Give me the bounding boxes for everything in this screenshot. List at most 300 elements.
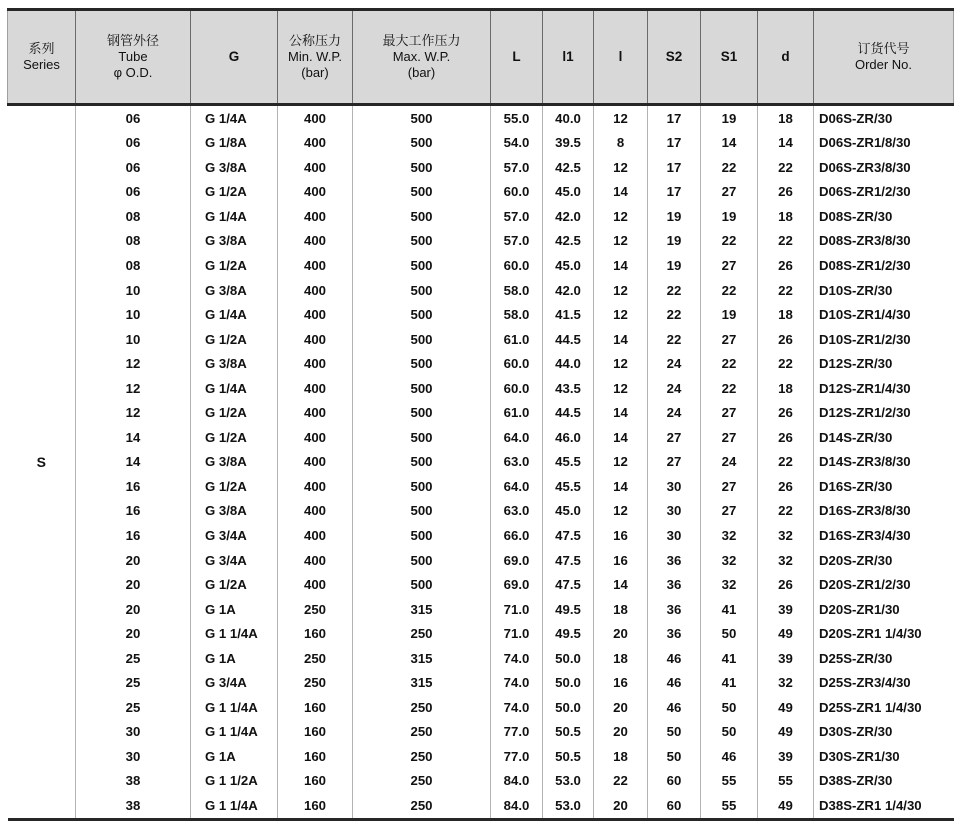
cell-dim-L: 77.0 bbox=[491, 720, 543, 745]
cell-dim-l: 16 bbox=[594, 523, 648, 548]
cell-dim-S2: 19 bbox=[648, 229, 701, 254]
table-header bbox=[8, 10, 954, 105]
cell-dim-d: 49 bbox=[758, 621, 814, 646]
cell-order-no: D38S-ZR1 1/4/30 bbox=[814, 793, 954, 819]
cell-max-wp: 500 bbox=[353, 376, 491, 401]
cell-g-thread: G 1/4A bbox=[191, 376, 278, 401]
cell-max-wp: 500 bbox=[353, 180, 491, 205]
cell-dim-S2: 22 bbox=[648, 327, 701, 352]
cell-g-thread: G 3/8A bbox=[191, 499, 278, 524]
cell-dim-S1: 46 bbox=[701, 744, 758, 769]
cell-dim-S1: 27 bbox=[701, 401, 758, 426]
cell-dim-d: 18 bbox=[758, 204, 814, 229]
cell-tube-od: 16 bbox=[76, 523, 191, 548]
cell-max-wp: 500 bbox=[353, 572, 491, 597]
cell-max-wp: 250 bbox=[353, 769, 491, 794]
cell-dim-l: 16 bbox=[594, 548, 648, 573]
cell-g-thread: G 3/4A bbox=[191, 548, 278, 573]
cell-dim-L: 69.0 bbox=[491, 572, 543, 597]
cell-dim-d: 22 bbox=[758, 229, 814, 254]
cell-dim-d: 22 bbox=[758, 450, 814, 475]
header-row bbox=[8, 10, 954, 105]
cell-max-wp: 500 bbox=[353, 401, 491, 426]
cell-dim-l1: 47.5 bbox=[543, 523, 594, 548]
cell-dim-S1: 27 bbox=[701, 327, 758, 352]
cell-dim-S1: 27 bbox=[701, 180, 758, 205]
cell-dim-S2: 30 bbox=[648, 474, 701, 499]
cell-tube-od: 14 bbox=[76, 425, 191, 450]
table-row bbox=[8, 474, 954, 499]
cell-dim-L: 58.0 bbox=[491, 278, 543, 303]
cell-g-thread: G 1 1/2A bbox=[191, 769, 278, 794]
cell-order-no: D08S-ZR/30 bbox=[814, 204, 954, 229]
cell-dim-d: 26 bbox=[758, 425, 814, 450]
cell-max-wp: 500 bbox=[353, 302, 491, 327]
cell-order-no: D20S-ZR1/30 bbox=[814, 597, 954, 622]
table-row bbox=[8, 302, 954, 327]
cell-dim-d: 49 bbox=[758, 793, 814, 819]
cell-dim-L: 69.0 bbox=[491, 548, 543, 573]
cell-dim-l1: 50.0 bbox=[543, 671, 594, 696]
cell-min-wp: 400 bbox=[278, 450, 353, 475]
cell-max-wp: 500 bbox=[353, 523, 491, 548]
cell-order-no: D06S-ZR1/2/30 bbox=[814, 180, 954, 205]
cell-min-wp: 250 bbox=[278, 646, 353, 671]
cell-dim-S2: 24 bbox=[648, 401, 701, 426]
cell-dim-l1: 42.5 bbox=[543, 155, 594, 180]
table-row bbox=[8, 351, 954, 376]
cell-order-no: D12S-ZR1/4/30 bbox=[814, 376, 954, 401]
cell-dim-S2: 36 bbox=[648, 572, 701, 597]
spec-table bbox=[7, 8, 954, 821]
cell-g-thread: G 1/2A bbox=[191, 253, 278, 278]
cell-dim-L: 60.0 bbox=[491, 376, 543, 401]
cell-dim-l1: 47.5 bbox=[543, 548, 594, 573]
col-header-min-wp: 公称压力 Min. W.P. (bar) bbox=[278, 10, 353, 105]
cell-dim-d: 26 bbox=[758, 474, 814, 499]
cell-tube-od: 10 bbox=[76, 278, 191, 303]
cell-min-wp: 400 bbox=[278, 351, 353, 376]
cell-order-no: D06S-ZR1/8/30 bbox=[814, 131, 954, 156]
col-header-g-thread: G bbox=[191, 10, 278, 105]
cell-dim-l: 22 bbox=[594, 769, 648, 794]
cell-dim-l1: 40.0 bbox=[543, 105, 594, 131]
cell-tube-od: 38 bbox=[76, 793, 191, 819]
table-row bbox=[8, 621, 954, 646]
cell-min-wp: 400 bbox=[278, 499, 353, 524]
cell-dim-L: 84.0 bbox=[491, 793, 543, 819]
cell-dim-l: 14 bbox=[594, 180, 648, 205]
cell-max-wp: 500 bbox=[353, 253, 491, 278]
cell-dim-L: 84.0 bbox=[491, 769, 543, 794]
cell-dim-S2: 36 bbox=[648, 621, 701, 646]
cell-order-no: D38S-ZR/30 bbox=[814, 769, 954, 794]
cell-order-no: D20S-ZR1 1/4/30 bbox=[814, 621, 954, 646]
cell-dim-l: 12 bbox=[594, 351, 648, 376]
cell-max-wp: 500 bbox=[353, 474, 491, 499]
cell-min-wp: 400 bbox=[278, 180, 353, 205]
col-header-dim-l1: l1 bbox=[543, 10, 594, 105]
cell-dim-l1: 45.0 bbox=[543, 253, 594, 278]
cell-tube-od: 14 bbox=[76, 450, 191, 475]
cell-dim-l1: 50.5 bbox=[543, 744, 594, 769]
cell-dim-L: 64.0 bbox=[491, 425, 543, 450]
cell-dim-S1: 55 bbox=[701, 793, 758, 819]
col-header-series: 系列 Series bbox=[8, 10, 76, 105]
cell-min-wp: 250 bbox=[278, 597, 353, 622]
cell-max-wp: 500 bbox=[353, 278, 491, 303]
table-row bbox=[8, 499, 954, 524]
table-row bbox=[8, 572, 954, 597]
table-body bbox=[8, 105, 954, 820]
cell-dim-d: 26 bbox=[758, 572, 814, 597]
cell-dim-S2: 60 bbox=[648, 769, 701, 794]
cell-dim-S2: 27 bbox=[648, 425, 701, 450]
cell-dim-l: 20 bbox=[594, 720, 648, 745]
cell-order-no: D10S-ZR/30 bbox=[814, 278, 954, 303]
table-row bbox=[8, 327, 954, 352]
cell-min-wp: 160 bbox=[278, 793, 353, 819]
cell-max-wp: 250 bbox=[353, 695, 491, 720]
cell-max-wp: 500 bbox=[353, 229, 491, 254]
cell-max-wp: 500 bbox=[353, 499, 491, 524]
cell-dim-d: 55 bbox=[758, 769, 814, 794]
cell-dim-d: 26 bbox=[758, 253, 814, 278]
cell-max-wp: 500 bbox=[353, 204, 491, 229]
cell-max-wp: 315 bbox=[353, 671, 491, 696]
cell-dim-l: 14 bbox=[594, 572, 648, 597]
table-row bbox=[8, 720, 954, 745]
cell-order-no: D06S-ZR/30 bbox=[814, 105, 954, 131]
cell-dim-S2: 50 bbox=[648, 744, 701, 769]
cell-dim-l: 12 bbox=[594, 302, 648, 327]
cell-tube-od: 25 bbox=[76, 671, 191, 696]
cell-dim-L: 63.0 bbox=[491, 450, 543, 475]
cell-dim-l1: 42.5 bbox=[543, 229, 594, 254]
cell-dim-S1: 19 bbox=[701, 105, 758, 131]
cell-dim-S2: 50 bbox=[648, 720, 701, 745]
table-row bbox=[8, 646, 954, 671]
table-row bbox=[8, 376, 954, 401]
cell-dim-L: 77.0 bbox=[491, 744, 543, 769]
col-header-dim-L: L bbox=[491, 10, 543, 105]
cell-dim-S2: 24 bbox=[648, 351, 701, 376]
cell-order-no: D25S-ZR/30 bbox=[814, 646, 954, 671]
cell-g-thread: G 1/2A bbox=[191, 425, 278, 450]
col-header-dim-S2: S2 bbox=[648, 10, 701, 105]
cell-dim-l: 14 bbox=[594, 425, 648, 450]
cell-tube-od: 25 bbox=[76, 646, 191, 671]
cell-dim-S1: 22 bbox=[701, 155, 758, 180]
cell-min-wp: 400 bbox=[278, 204, 353, 229]
cell-dim-S1: 22 bbox=[701, 278, 758, 303]
cell-dim-l: 18 bbox=[594, 744, 648, 769]
cell-g-thread: G 1/2A bbox=[191, 327, 278, 352]
cell-dim-S2: 60 bbox=[648, 793, 701, 819]
cell-order-no: D20S-ZR1/2/30 bbox=[814, 572, 954, 597]
col-header-dim-d: d bbox=[758, 10, 814, 105]
cell-tube-od: 20 bbox=[76, 572, 191, 597]
cell-order-no: D12S-ZR1/2/30 bbox=[814, 401, 954, 426]
cell-max-wp: 250 bbox=[353, 621, 491, 646]
cell-g-thread: G 1/2A bbox=[191, 572, 278, 597]
cell-max-wp: 500 bbox=[353, 425, 491, 450]
cell-dim-L: 61.0 bbox=[491, 401, 543, 426]
cell-dim-L: 64.0 bbox=[491, 474, 543, 499]
cell-min-wp: 400 bbox=[278, 253, 353, 278]
table-row bbox=[8, 401, 954, 426]
cell-dim-d: 49 bbox=[758, 720, 814, 745]
cell-g-thread: G 1A bbox=[191, 646, 278, 671]
cell-g-thread: G 3/8A bbox=[191, 450, 278, 475]
cell-tube-od: 08 bbox=[76, 229, 191, 254]
cell-min-wp: 400 bbox=[278, 278, 353, 303]
cell-dim-l1: 53.0 bbox=[543, 769, 594, 794]
cell-g-thread: G 1/4A bbox=[191, 204, 278, 229]
cell-min-wp: 400 bbox=[278, 474, 353, 499]
cell-dim-L: 58.0 bbox=[491, 302, 543, 327]
cell-order-no: D30S-ZR1/30 bbox=[814, 744, 954, 769]
cell-dim-S2: 19 bbox=[648, 204, 701, 229]
cell-min-wp: 160 bbox=[278, 621, 353, 646]
cell-dim-l1: 45.0 bbox=[543, 180, 594, 205]
cell-dim-S1: 50 bbox=[701, 720, 758, 745]
cell-order-no: D16S-ZR3/8/30 bbox=[814, 499, 954, 524]
cell-order-no: D10S-ZR1/4/30 bbox=[814, 302, 954, 327]
cell-dim-S1: 50 bbox=[701, 695, 758, 720]
cell-dim-L: 60.0 bbox=[491, 180, 543, 205]
cell-dim-d: 22 bbox=[758, 499, 814, 524]
cell-tube-od: 06 bbox=[76, 131, 191, 156]
cell-dim-S2: 46 bbox=[648, 695, 701, 720]
cell-dim-d: 22 bbox=[758, 278, 814, 303]
cell-g-thread: G 1A bbox=[191, 597, 278, 622]
cell-order-no: D08S-ZR3/8/30 bbox=[814, 229, 954, 254]
cell-min-wp: 400 bbox=[278, 401, 353, 426]
cell-dim-l1: 44.5 bbox=[543, 401, 594, 426]
table-row bbox=[8, 769, 954, 794]
cell-dim-l1: 49.5 bbox=[543, 621, 594, 646]
cell-dim-S2: 27 bbox=[648, 450, 701, 475]
cell-tube-od: 12 bbox=[76, 351, 191, 376]
cell-tube-od: 06 bbox=[76, 105, 191, 131]
cell-dim-S1: 32 bbox=[701, 548, 758, 573]
cell-dim-l1: 50.5 bbox=[543, 720, 594, 745]
cell-min-wp: 250 bbox=[278, 671, 353, 696]
table-row bbox=[8, 597, 954, 622]
col-header-order-no: 订货代号 Order No. bbox=[814, 10, 954, 105]
cell-max-wp: 500 bbox=[353, 450, 491, 475]
table-row bbox=[8, 793, 954, 819]
cell-dim-d: 26 bbox=[758, 401, 814, 426]
cell-dim-d: 32 bbox=[758, 671, 814, 696]
cell-dim-d: 49 bbox=[758, 695, 814, 720]
cell-min-wp: 160 bbox=[278, 744, 353, 769]
cell-dim-S2: 36 bbox=[648, 597, 701, 622]
cell-max-wp: 315 bbox=[353, 646, 491, 671]
cell-dim-l1: 53.0 bbox=[543, 793, 594, 819]
cell-order-no: D12S-ZR/30 bbox=[814, 351, 954, 376]
cell-dim-S1: 22 bbox=[701, 351, 758, 376]
cell-g-thread: G 1/4A bbox=[191, 105, 278, 131]
cell-min-wp: 400 bbox=[278, 229, 353, 254]
cell-dim-l: 18 bbox=[594, 646, 648, 671]
cell-dim-l1: 42.0 bbox=[543, 204, 594, 229]
cell-dim-L: 60.0 bbox=[491, 351, 543, 376]
table-row bbox=[8, 204, 954, 229]
cell-dim-l: 12 bbox=[594, 229, 648, 254]
cell-tube-od: 38 bbox=[76, 769, 191, 794]
cell-dim-L: 74.0 bbox=[491, 646, 543, 671]
cell-dim-S1: 32 bbox=[701, 523, 758, 548]
cell-min-wp: 400 bbox=[278, 327, 353, 352]
cell-tube-od: 30 bbox=[76, 744, 191, 769]
table-row bbox=[8, 425, 954, 450]
cell-min-wp: 400 bbox=[278, 523, 353, 548]
cell-g-thread: G 3/4A bbox=[191, 523, 278, 548]
cell-min-wp: 400 bbox=[278, 155, 353, 180]
cell-dim-S2: 17 bbox=[648, 131, 701, 156]
cell-dim-L: 60.0 bbox=[491, 253, 543, 278]
cell-dim-S1: 19 bbox=[701, 204, 758, 229]
cell-max-wp: 500 bbox=[353, 327, 491, 352]
cell-dim-L: 57.0 bbox=[491, 229, 543, 254]
cell-order-no: D06S-ZR3/8/30 bbox=[814, 155, 954, 180]
cell-dim-d: 26 bbox=[758, 180, 814, 205]
col-header-dim-l: l bbox=[594, 10, 648, 105]
cell-dim-l: 20 bbox=[594, 621, 648, 646]
cell-min-wp: 400 bbox=[278, 376, 353, 401]
cell-max-wp: 500 bbox=[353, 155, 491, 180]
cell-g-thread: G 1 1/4A bbox=[191, 695, 278, 720]
cell-min-wp: 400 bbox=[278, 131, 353, 156]
cell-dim-d: 32 bbox=[758, 548, 814, 573]
cell-dim-S2: 17 bbox=[648, 105, 701, 131]
cell-dim-l: 12 bbox=[594, 155, 648, 180]
cell-dim-L: 74.0 bbox=[491, 671, 543, 696]
cell-g-thread: G 1/8A bbox=[191, 131, 278, 156]
cell-dim-S2: 30 bbox=[648, 499, 701, 524]
cell-dim-l1: 45.5 bbox=[543, 474, 594, 499]
cell-max-wp: 250 bbox=[353, 793, 491, 819]
cell-dim-d: 39 bbox=[758, 597, 814, 622]
cell-g-thread: G 3/4A bbox=[191, 671, 278, 696]
cell-dim-l: 12 bbox=[594, 204, 648, 229]
table-row bbox=[8, 695, 954, 720]
cell-max-wp: 500 bbox=[353, 105, 491, 131]
cell-tube-od: 08 bbox=[76, 253, 191, 278]
cell-max-wp: 500 bbox=[353, 351, 491, 376]
cell-dim-l1: 47.5 bbox=[543, 572, 594, 597]
cell-order-no: D16S-ZR/30 bbox=[814, 474, 954, 499]
table-row bbox=[8, 671, 954, 696]
cell-dim-L: 71.0 bbox=[491, 597, 543, 622]
cell-dim-L: 57.0 bbox=[491, 204, 543, 229]
cell-order-no: D25S-ZR1 1/4/30 bbox=[814, 695, 954, 720]
cell-dim-d: 18 bbox=[758, 105, 814, 131]
cell-dim-S1: 50 bbox=[701, 621, 758, 646]
cell-dim-S1: 24 bbox=[701, 450, 758, 475]
cell-dim-L: 71.0 bbox=[491, 621, 543, 646]
cell-dim-S2: 22 bbox=[648, 278, 701, 303]
cell-min-wp: 160 bbox=[278, 769, 353, 794]
cell-g-thread: G 1/2A bbox=[191, 474, 278, 499]
cell-dim-d: 14 bbox=[758, 131, 814, 156]
cell-dim-S1: 22 bbox=[701, 376, 758, 401]
cell-tube-od: 16 bbox=[76, 499, 191, 524]
cell-order-no: D25S-ZR3/4/30 bbox=[814, 671, 954, 696]
table-row bbox=[8, 548, 954, 573]
cell-tube-od: 06 bbox=[76, 155, 191, 180]
cell-dim-l: 16 bbox=[594, 671, 648, 696]
cell-dim-l: 14 bbox=[594, 327, 648, 352]
col-header-tube-od: 钢管外径 Tube φ O.D. bbox=[76, 10, 191, 105]
cell-tube-od: 12 bbox=[76, 376, 191, 401]
cell-tube-od: 20 bbox=[76, 621, 191, 646]
table-row bbox=[8, 278, 954, 303]
cell-order-no: D30S-ZR/30 bbox=[814, 720, 954, 745]
cell-order-no: D14S-ZR/30 bbox=[814, 425, 954, 450]
cell-dim-l1: 39.5 bbox=[543, 131, 594, 156]
cell-g-thread: G 3/8A bbox=[191, 278, 278, 303]
cell-dim-S2: 46 bbox=[648, 646, 701, 671]
cell-tube-od: 20 bbox=[76, 597, 191, 622]
cell-dim-S1: 27 bbox=[701, 499, 758, 524]
cell-dim-l: 12 bbox=[594, 105, 648, 131]
table-row bbox=[8, 523, 954, 548]
cell-tube-od: 12 bbox=[76, 401, 191, 426]
cell-tube-od: 06 bbox=[76, 180, 191, 205]
cell-order-no: D16S-ZR3/4/30 bbox=[814, 523, 954, 548]
cell-g-thread: G 1/2A bbox=[191, 401, 278, 426]
cell-dim-L: 66.0 bbox=[491, 523, 543, 548]
cell-dim-l: 12 bbox=[594, 376, 648, 401]
cell-dim-l: 18 bbox=[594, 597, 648, 622]
cell-g-thread: G 1 1/4A bbox=[191, 720, 278, 745]
cell-dim-S1: 41 bbox=[701, 671, 758, 696]
cell-dim-S2: 36 bbox=[648, 548, 701, 573]
cell-dim-l: 12 bbox=[594, 450, 648, 475]
table-row bbox=[8, 229, 954, 254]
cell-dim-l1: 50.0 bbox=[543, 646, 594, 671]
cell-dim-l1: 41.5 bbox=[543, 302, 594, 327]
cell-dim-S1: 19 bbox=[701, 302, 758, 327]
cell-tube-od: 08 bbox=[76, 204, 191, 229]
cell-max-wp: 500 bbox=[353, 131, 491, 156]
col-header-dim-S1: S1 bbox=[701, 10, 758, 105]
table-row bbox=[8, 155, 954, 180]
cell-g-thread: G 1/2A bbox=[191, 180, 278, 205]
cell-tube-od: 25 bbox=[76, 695, 191, 720]
cell-g-thread: G 1 1/4A bbox=[191, 793, 278, 819]
cell-dim-S1: 22 bbox=[701, 229, 758, 254]
cell-min-wp: 400 bbox=[278, 105, 353, 131]
cell-order-no: D20S-ZR/30 bbox=[814, 548, 954, 573]
cell-order-no: D14S-ZR3/8/30 bbox=[814, 450, 954, 475]
cell-dim-L: 74.0 bbox=[491, 695, 543, 720]
cell-dim-S2: 22 bbox=[648, 302, 701, 327]
cell-min-wp: 400 bbox=[278, 548, 353, 573]
cell-tube-od: 30 bbox=[76, 720, 191, 745]
cell-dim-S1: 32 bbox=[701, 572, 758, 597]
cell-dim-d: 32 bbox=[758, 523, 814, 548]
cell-dim-L: 54.0 bbox=[491, 131, 543, 156]
col-header-max-wp: 最大工作压力 Max. W.P. (bar) bbox=[353, 10, 491, 105]
cell-dim-S1: 14 bbox=[701, 131, 758, 156]
series-value-cell: S bbox=[8, 105, 76, 820]
cell-min-wp: 160 bbox=[278, 695, 353, 720]
table-row bbox=[8, 131, 954, 156]
